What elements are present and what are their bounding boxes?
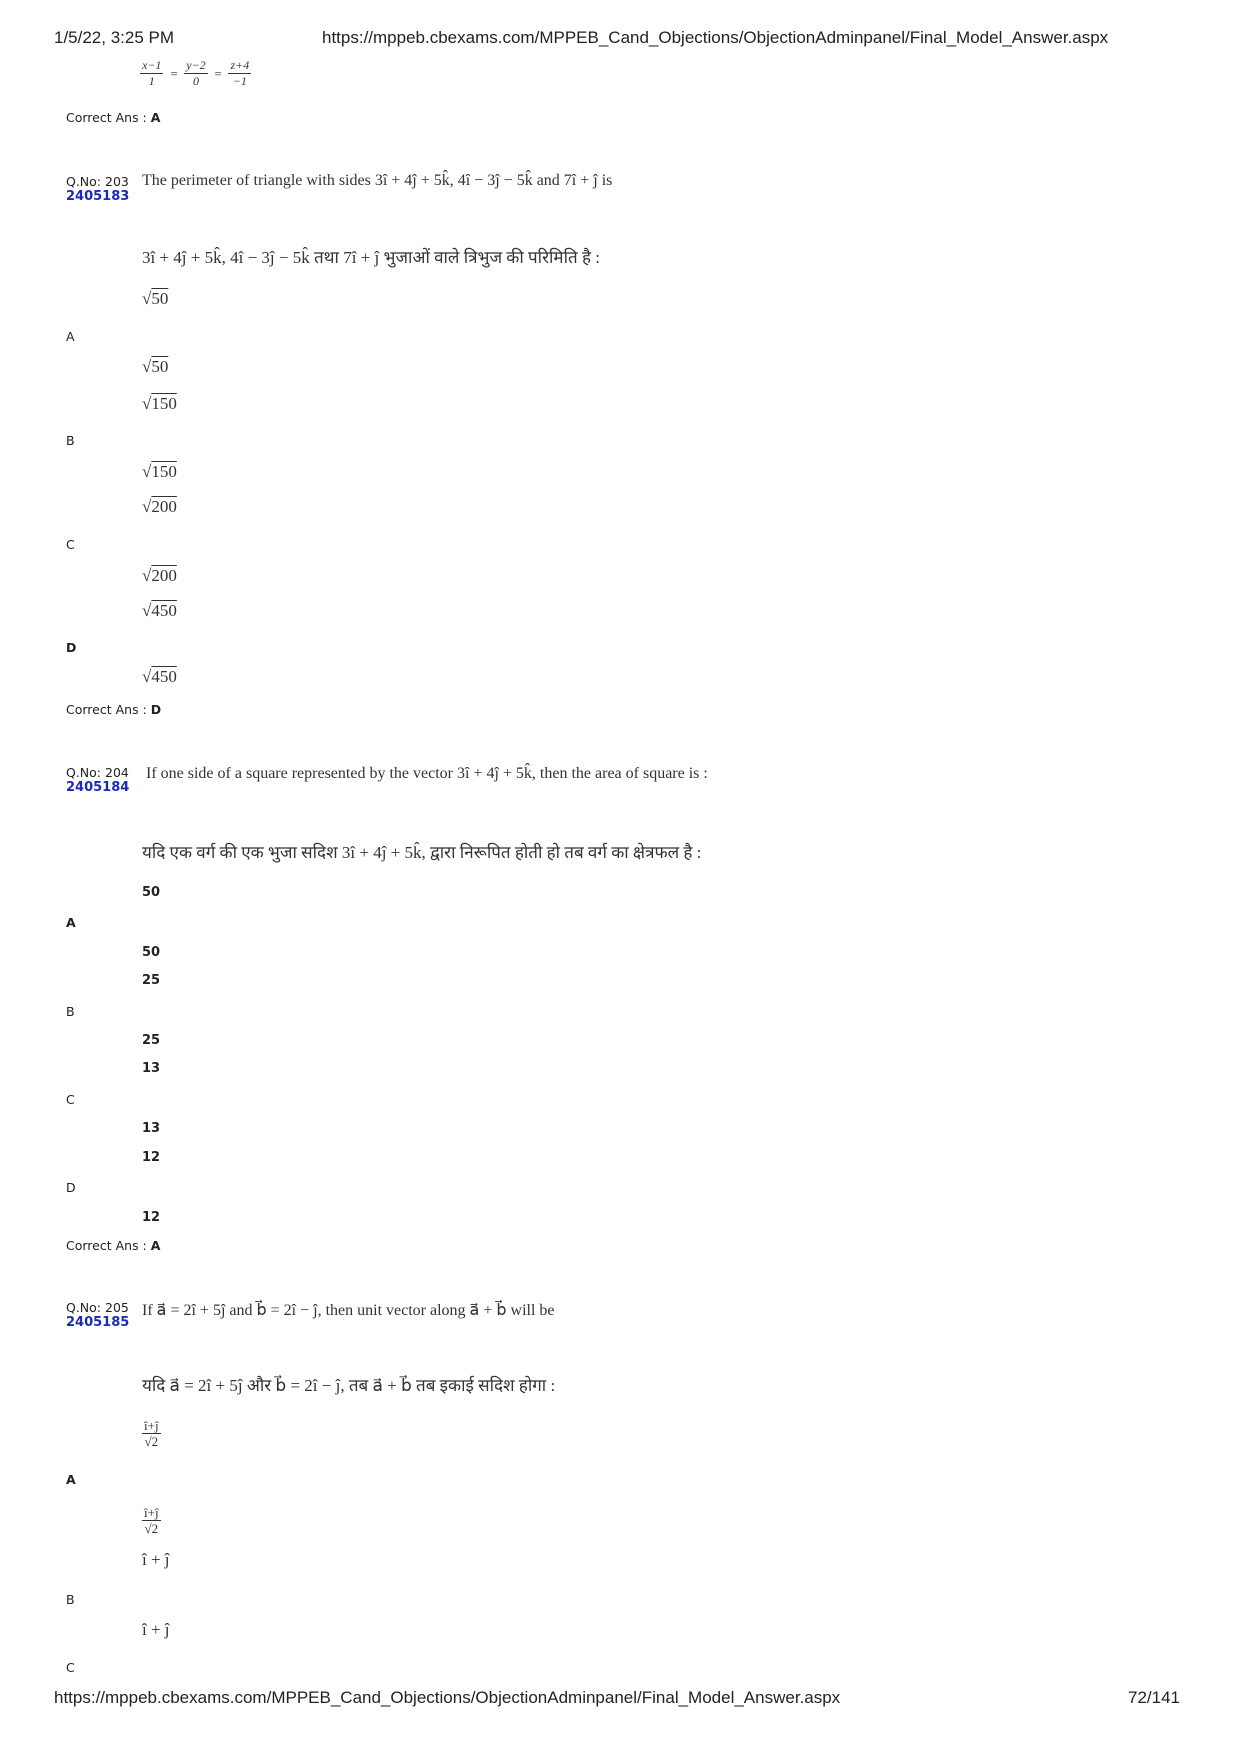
option-value: 25 bbox=[142, 973, 161, 988]
option-label: B bbox=[66, 433, 75, 448]
question-number: Q.No: 204 bbox=[66, 765, 129, 780]
correct-answer-prev: Correct Ans : A bbox=[66, 110, 161, 125]
print-url: https://mppeb.cbexams.com/MPPEB_Cand_Objections/ObjectionAdminpanel/Final_Model_Answer.aspx bbox=[322, 28, 1109, 47]
question-text-en: If one side of a square represented by the vector 3î + 4ĵ + 5k̂, then the area of square is : bbox=[146, 765, 708, 782]
option-value: √150 bbox=[142, 462, 177, 481]
option-value: 25 bbox=[142, 1033, 161, 1048]
question-id: 2405184 bbox=[66, 780, 130, 795]
question-text-hi: यदि a⃗ = 2î + 5ĵ और b⃗ = 2î − ĵ, तब a⃗ + b⃗ तब इकाई सदिश होगा : bbox=[142, 1376, 556, 1395]
option-value: 50 bbox=[142, 885, 161, 900]
question-text-hi: 3î + 4ĵ + 5k̂, 4î − 3ĵ − 5k̂ तथा 7î + ĵ भुजाओं वाले त्रिभुज की परिमिति है : bbox=[142, 248, 600, 267]
question-text-hi: यदि एक वर्ग की एक भुजा सदिश 3î + 4ĵ + 5k̂, द्वारा निरूपित होती हो तब वर्ग का क्षेत्रफल है : bbox=[142, 843, 702, 862]
option-label-correct: A bbox=[66, 1472, 76, 1487]
option-value: √150 bbox=[142, 394, 177, 413]
option-label: B bbox=[66, 1004, 75, 1019]
option-value: 13 bbox=[142, 1061, 161, 1076]
option-value: √50 bbox=[142, 289, 169, 308]
option-value: √200 bbox=[142, 497, 177, 516]
question-text-en: If a⃗ = 2î + 5ĵ and b⃗ = 2î − ĵ, then unit vector along a⃗ + b⃗ will be bbox=[142, 1302, 555, 1319]
option-value: 50 bbox=[142, 945, 161, 960]
footer-url: https://mppeb.cbexams.com/MPPEB_Cand_Objections/ObjectionAdminpanel/Final_Model_Answer.aspx bbox=[54, 1688, 841, 1707]
option-label: A bbox=[66, 329, 75, 344]
question-id: 2405183 bbox=[66, 189, 130, 204]
option-value: î + ĵ bbox=[142, 1550, 170, 1569]
option-label-correct: D bbox=[66, 640, 77, 655]
question-text-en: The perimeter of triangle with sides 3î + 4ĵ + 5k̂, 4î − 3ĵ − 5k̂ and 7î + ĵ is bbox=[142, 172, 613, 189]
question-number: Q.No: 205 bbox=[66, 1300, 129, 1315]
option-value: 12 bbox=[142, 1210, 161, 1225]
option-label: C bbox=[66, 1660, 75, 1675]
option-label: C bbox=[66, 537, 75, 552]
option-value: 13 bbox=[142, 1121, 161, 1136]
option-label: C bbox=[66, 1092, 75, 1107]
correct-answer: Correct Ans : A bbox=[66, 1238, 161, 1253]
option-label: B bbox=[66, 1592, 75, 1607]
option-value: √450 bbox=[142, 667, 177, 686]
equation-line: $\frac{x-1}{1}$ = $\frac{y-2}{0}$ = $\frac{z+4}{-1}$ bbox=[142, 58, 250, 88]
option-value: $\frac{î+ĵ}{√2}$ bbox=[144, 1505, 159, 1536]
option-value: √50 bbox=[142, 357, 169, 376]
option-label-correct: A bbox=[66, 915, 76, 930]
correct-answer: Correct Ans : D bbox=[66, 702, 162, 717]
question-id: 2405185 bbox=[66, 1315, 130, 1330]
option-label: D bbox=[66, 1180, 76, 1195]
page-number: 72/141 bbox=[1128, 1688, 1180, 1707]
option-value: √200 bbox=[142, 566, 177, 585]
option-value: 12 bbox=[142, 1150, 161, 1165]
print-datetime: 1/5/22, 3:25 PM bbox=[54, 28, 175, 47]
question-number: Q.No: 203 bbox=[66, 174, 129, 189]
option-value: $\frac{î+ĵ}{√2}$ bbox=[144, 1418, 159, 1449]
option-value: √450 bbox=[142, 601, 177, 620]
option-value: î + ĵ bbox=[142, 1620, 170, 1639]
